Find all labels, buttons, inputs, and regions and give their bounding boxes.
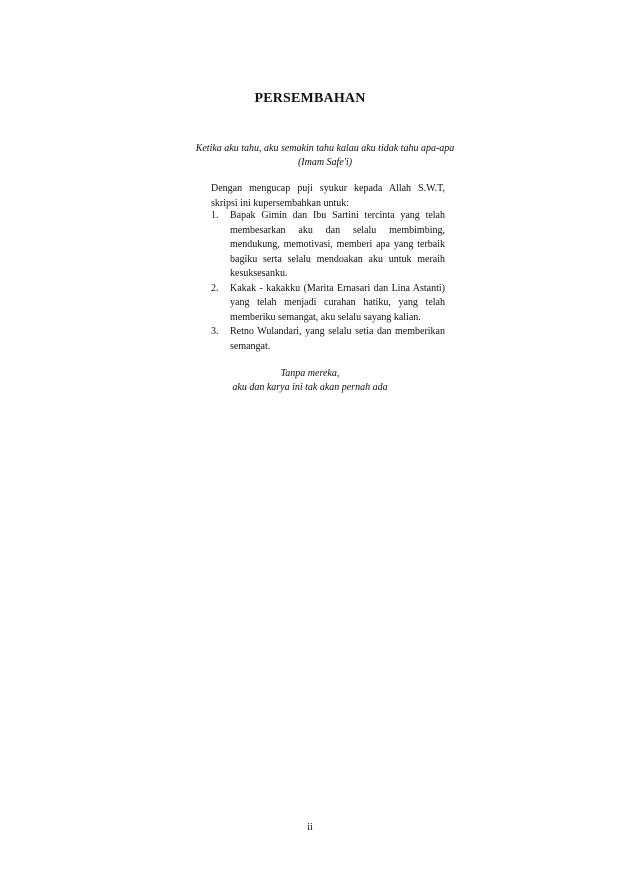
quote-text: Ketika aku tahu, aku semakin tahu kalau aku tidak tahu apa-apa [195, 143, 455, 154]
list-item-text: Retno Wulandari, yang selalu setia dan memberikan semangat. [230, 326, 445, 352]
list-item-text: Kakak - kakakku (Marita Ernasari dan Lina Astanti) yang telah menjadi curahan hatiku, yang telah memberiku semangat, aku selalu sayang kalian. [230, 282, 445, 323]
page-number: ii [307, 822, 313, 833]
list-item-number: 3. [211, 326, 219, 337]
closing-line-2: aku dan karya ini tak akan pernah ada [232, 382, 388, 393]
list-item-number: 1. [211, 210, 219, 221]
dedication-intro: Dengan mengucap puji syukur kepada Allah S.W.T, skripsi ini kupersembahkan untuk: [211, 183, 445, 209]
closing-line-1: Tanpa mereka, [280, 368, 340, 379]
dedication-list [211, 209, 445, 354]
closing-statement [180, 367, 440, 395]
page-title: PERSEMBAHAN [254, 91, 366, 106]
list-item-number: 2. [211, 282, 219, 294]
quote-attribution: (Imam Safe'i) [297, 157, 353, 168]
epigraph-quote [170, 142, 480, 170]
list-item [211, 325, 445, 354]
list-item [211, 209, 445, 282]
list-item [211, 282, 445, 326]
list-item-text: Bapak Gimin dan Ibu Sartini tercinta yang telah membesarkan aku dan selalu membimbing, mendukung, memotivasi, memberi apa yang terbaik bagiku serta selalu mendoakan aku untuk meraih kesuksesanku. [230, 210, 445, 279]
